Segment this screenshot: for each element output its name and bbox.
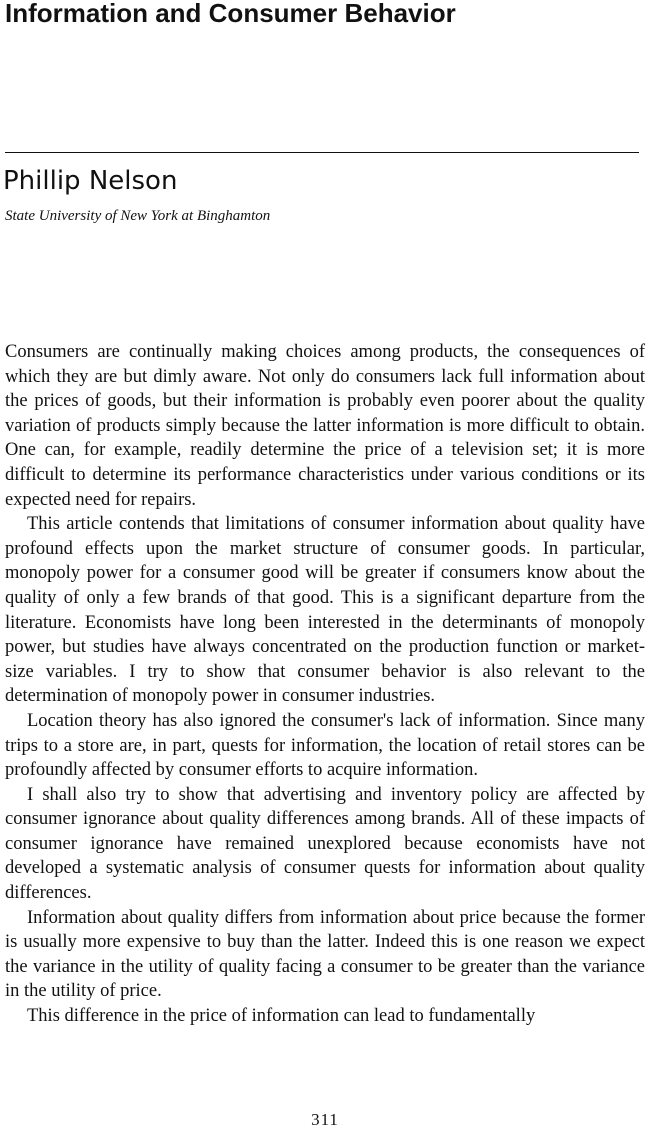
article-body [5,340,645,1029]
page-number: 311 [311,1110,339,1129]
body-paragraph: Consumers are continually making choices among products, the consequences of which they are but dimly aware. Not only do consumers lack full information about the prices of goods, but their information is probably even poorer about the quality variation of products simply because the latter information is more difficult to obtain. One can, for example, readily determine the price of a television set; it is more difficult to determine its performance characteristics under various conditions or its expected need for repairs. [5,342,645,510]
author-name: Phillip Nelson [3,166,178,196]
body-paragraph: Information about quality differs from information about price because the former is usually more expensive to buy than the latter. Indeed this is one reason we expect the variance in the utility of quality facing a consumer to be greater than the variance in the utility of price. [5,907,645,1002]
author-affiliation: State University of New York at Binghamton [5,208,271,224]
body-paragraph: This article contends that limitations of consumer information about quality have profound effects upon the market structure of consumer goods. In particular, monopoly power for a consumer good will be greater if consumers know about the quality of only a few brands of that good. This is a significant departure from the literature. Economists have long been interested in the determinants of monopoly power, but studies have always concentrated on the production function or market-size variables. I try to show that consumer behavior is also relevant to the determination of monopoly power in consumer industries. [5,514,645,707]
body-paragraph: Location theory has also ignored the consumer's lack of information. Since many trips to a store are, in part, quests for information, the location of retail stores can be profoundly affected by consumer efforts to acquire information. [5,710,645,781]
body-paragraph: I shall also try to show that advertising and inventory policy are affected by consumer ignorance about quality differences among brands. All of these impacts of consumer ignorance have remained unexplored because economists have not developed a systematic analysis of consumer quests for information about quality differences. [5,784,645,904]
body-paragraph: This difference in the price of information can lead to fundamentally [27,1006,536,1027]
article-title: Information and Consumer Behavior [5,0,456,28]
title-divider [5,152,639,153]
